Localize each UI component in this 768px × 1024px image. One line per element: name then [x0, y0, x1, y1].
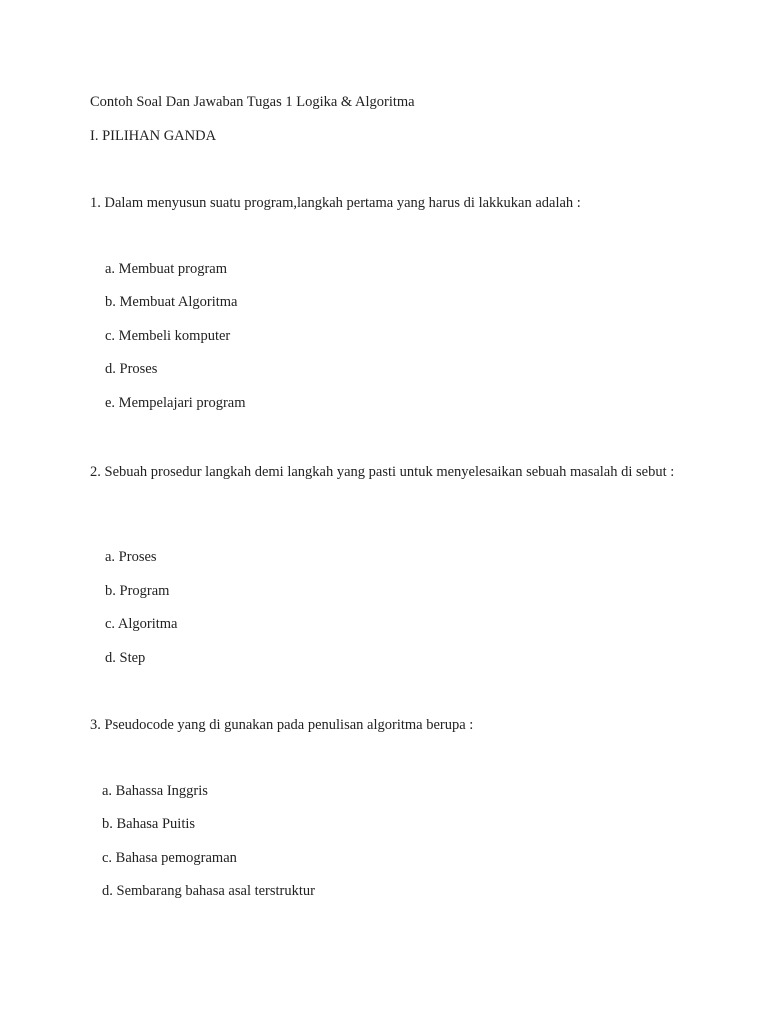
question-3-option-c: c. Bahasa pemograman [102, 850, 237, 866]
question-3-option-d: d. Sembarang bahasa asal terstruktur [102, 883, 315, 899]
question-2-option-d: d. Step [105, 650, 146, 666]
question-2-text: 2. Sebuah prosedur langkah demi langkah yang pasti untuk menyelesaikan sebuah masalah di sebut : [90, 464, 675, 480]
question-3-option-b: b. Bahasa Puitis [102, 816, 196, 832]
section-heading: I. PILIHAN GANDA [90, 128, 217, 144]
question-2-option-a: a. Proses [105, 549, 157, 565]
question-2-option-c: c. Algoritma [105, 616, 178, 632]
question-3-text: 3. Pseudocode yang di gunakan pada penulisan algoritma berupa : [90, 717, 474, 733]
question-2-option-b: b. Program [105, 583, 170, 599]
question-1-option-d: d. Proses [105, 361, 158, 377]
document-title: Contoh Soal Dan Jawaban Tugas 1 Logika & Algoritma [90, 94, 415, 110]
question-1-option-e: e. Mempelajari program [105, 395, 246, 411]
question-1-text: 1. Dalam menyusun suatu program,langkah pertama yang harus di lakkukan adalah : [90, 195, 581, 211]
question-3-option-a: a. Bahassa Inggris [102, 783, 208, 799]
question-1-option-c: c. Membeli komputer [105, 328, 231, 344]
question-1-option-a: a. Membuat program [105, 261, 228, 277]
question-1-option-b: b. Membuat Algoritma [105, 294, 238, 310]
